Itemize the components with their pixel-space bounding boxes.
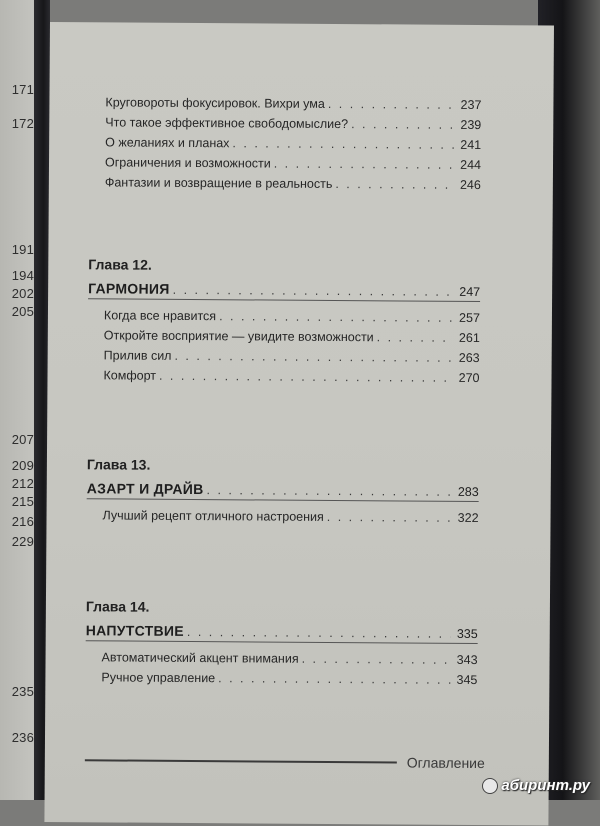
chapter-title-row[interactable]	[87, 474, 479, 499]
toc-entry[interactable]	[86, 645, 478, 668]
toc-entry-page: 270	[458, 370, 480, 386]
site-watermark	[482, 777, 590, 794]
labyrinth-logo-icon	[482, 778, 498, 794]
toc-entry-page: 246	[459, 177, 481, 193]
leader-dots	[328, 96, 455, 113]
toc-entry-title: Круговороты фокусировок. Вихри ума	[105, 95, 325, 111]
chapter-page: 247	[459, 284, 481, 300]
toc-entry[interactable]	[89, 110, 481, 133]
toc-entry[interactable]	[85, 665, 477, 688]
running-footer	[85, 752, 485, 771]
chapter-rule	[86, 640, 478, 644]
toc-entry[interactable]	[89, 130, 481, 153]
toc-entry-page: 261	[458, 330, 480, 346]
leader-dots	[377, 329, 453, 346]
toc-entry[interactable]	[88, 323, 480, 346]
left-page-number: 202	[11, 286, 34, 301]
toc-entry-page: 263	[458, 350, 480, 366]
toc-chapter-13	[87, 454, 479, 526]
leader-dots	[173, 283, 454, 299]
toc-chapter-14	[85, 596, 478, 688]
toc-chapter-12	[87, 254, 480, 386]
chapter-title: НАПУТСТВИЕ	[85, 622, 184, 639]
toc-entry-title: Фантазии и возвращение в реальность	[104, 175, 333, 191]
left-page-number: 236	[11, 730, 34, 745]
chapter-label: Глава 13.	[86, 456, 151, 473]
leader-dots	[274, 156, 454, 173]
chapter-title: АЗАРТ И ДРАЙВ	[86, 480, 204, 498]
leader-dots	[232, 135, 454, 153]
left-page-number: 191	[11, 242, 34, 257]
chapter-rule	[87, 498, 479, 502]
chapter-rule	[88, 298, 480, 302]
leader-dots	[187, 625, 451, 641]
toc-entry[interactable]	[89, 150, 481, 173]
left-page-number: 215	[11, 494, 34, 509]
toc-entry-page: 322	[457, 510, 479, 526]
toc-entry[interactable]	[88, 303, 480, 326]
leader-dots	[302, 651, 451, 668]
left-page-number: 205	[11, 304, 34, 319]
toc-entry-title: Прилив сил	[103, 348, 172, 363]
toc-entry-title: Откройте восприятие — увидите возможности	[103, 328, 374, 345]
leader-dots	[327, 509, 452, 526]
toc-entry-title: Ограничения и возможности	[104, 155, 271, 171]
toc-entry-page: 237	[460, 97, 482, 113]
toc-entry[interactable]	[87, 363, 479, 386]
left-page-number: 209	[11, 458, 34, 473]
leader-dots	[219, 308, 453, 326]
chapter-label: Глава 14.	[85, 598, 150, 615]
leader-dots	[159, 368, 453, 386]
toc-entry-page: 241	[460, 137, 482, 153]
leader-dots	[174, 348, 452, 366]
left-page-number: 171	[11, 82, 34, 97]
toc-page	[44, 22, 554, 825]
leader-dots	[335, 176, 454, 193]
left-page-number: 212	[11, 476, 34, 491]
running-title: Оглавление	[406, 754, 485, 772]
left-page-number: 207	[11, 432, 34, 447]
left-page-number: 216	[11, 514, 34, 529]
toc-entry-title: О желаниях и планах	[105, 135, 230, 151]
chapter-title-row[interactable]	[88, 274, 480, 299]
leader-dots	[218, 670, 450, 688]
toc-entry-title: Когда все нравится	[103, 308, 217, 324]
toc-entry-page: 257	[459, 310, 480, 326]
toc-entry[interactable]	[87, 503, 479, 526]
toc-entry-title: Автоматический акцент внимания	[101, 650, 299, 666]
toc-entry[interactable]	[89, 170, 481, 193]
chapter-page: 283	[457, 484, 479, 500]
toc-entry[interactable]	[88, 343, 480, 366]
left-page-number: 172	[11, 116, 34, 131]
toc-entry-page: 345	[456, 672, 478, 687]
footer-rule	[85, 759, 397, 763]
chapter-title-row[interactable]	[86, 616, 478, 641]
toc-entry-title: Ручное управление	[101, 670, 216, 686]
toc-section-top	[89, 90, 482, 193]
leader-dots	[351, 116, 454, 133]
watermark-text: абиринт.ру	[501, 777, 590, 794]
left-page-number: 235	[11, 684, 34, 699]
left-page-number: 229	[11, 534, 34, 549]
toc-entry-page: 244	[460, 157, 482, 173]
leader-dots	[206, 483, 451, 499]
toc-entry-title: Что такое эффективное свободомыслие?	[105, 115, 349, 132]
chapter-page: 335	[456, 626, 478, 642]
chapter-title: ГАРМОНИЯ	[88, 280, 170, 297]
chapter-label: Глава 12.	[88, 256, 152, 273]
toc-entry[interactable]	[89, 90, 481, 113]
toc-entry-title: Лучший рецепт отличного настроения	[102, 508, 324, 524]
left-page-number: 194	[11, 268, 34, 283]
toc-entry-page: 343	[456, 652, 478, 668]
toc-entry-title: Комфорт	[103, 368, 157, 383]
toc-entry-page: 239	[460, 117, 482, 133]
